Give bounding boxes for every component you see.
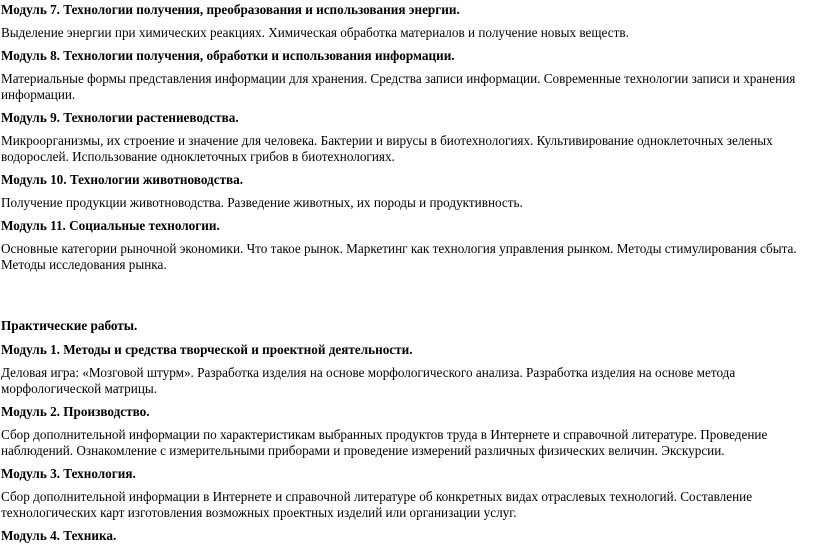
practical-module-4-heading: Модуль 4. Техника.	[1, 528, 117, 543]
module-10-paragraph: Получение продукции животноводства. Разведение животных, их породы и продуктивность.	[1, 195, 523, 210]
module-8-heading: Модуль 8. Технологии получения, обработки и использования информации.	[1, 48, 455, 63]
practical-module-2-paragraph: Сбор дополнительной информации по характеристикам выбранных продуктов труда в Интернете и справочной литературе. Проведение наблюдений. Ознакомление с измерительными приборами и проведение измерений различных физических величин. Экскурсии.	[1, 427, 768, 458]
practical-module-1-heading: Модуль 1. Методы и средства творческой и проектной деятельности.	[1, 342, 413, 357]
practical-works-heading: Практические работы.	[1, 318, 138, 333]
module-9-paragraph: Микроорганизмы, их строение и значение для человека. Бактерии и вирусы в биотехнологиях. Культивирование одноклеточных зеленых водорослей. Использование одноклеточных грибов в биотехнологиях.	[1, 133, 773, 164]
module-7-heading: Модуль 7. Технологии получения, преобразования и использования энергии.	[1, 2, 460, 17]
practical-module-3-heading: Модуль 3. Технология.	[1, 466, 136, 481]
module-11-paragraph: Основные категории рыночной экономики. Что такое рынок. Маркетинг как технология управления рынком. Методы стимулирования сбыта. Методы исследования рынка.	[1, 241, 797, 272]
module-8-paragraph: Материальные формы представления информации для хранения. Средства записи информации. Современные технологии записи и хранения информации.	[1, 71, 796, 102]
module-9-heading: Модуль 9. Технологии растениеводства.	[1, 110, 239, 125]
practical-module-1-paragraph: Деловая игра: «Мозговой штурм». Разработка изделия на основе морфологического анализа. Разработка изделия на основе метода морфологической матрицы.	[1, 365, 736, 396]
practical-module-2-heading: Модуль 2. Производство.	[1, 404, 150, 419]
module-7-paragraph: Выделение энергии при химических реакциях. Химическая обработка материалов и получение новых веществ.	[1, 25, 629, 40]
module-11-heading: Модуль 11. Социальные технологии.	[1, 218, 220, 233]
practical-module-3-paragraph: Сбор дополнительной информации в Интернете и справочной литературе об конкретных видах отраслевых технологий. Составление технологических карт изготовления возможных проектных изделий или организации услуг.	[1, 489, 753, 520]
module-10-heading: Модуль 10. Технологии животноводства.	[1, 172, 244, 187]
